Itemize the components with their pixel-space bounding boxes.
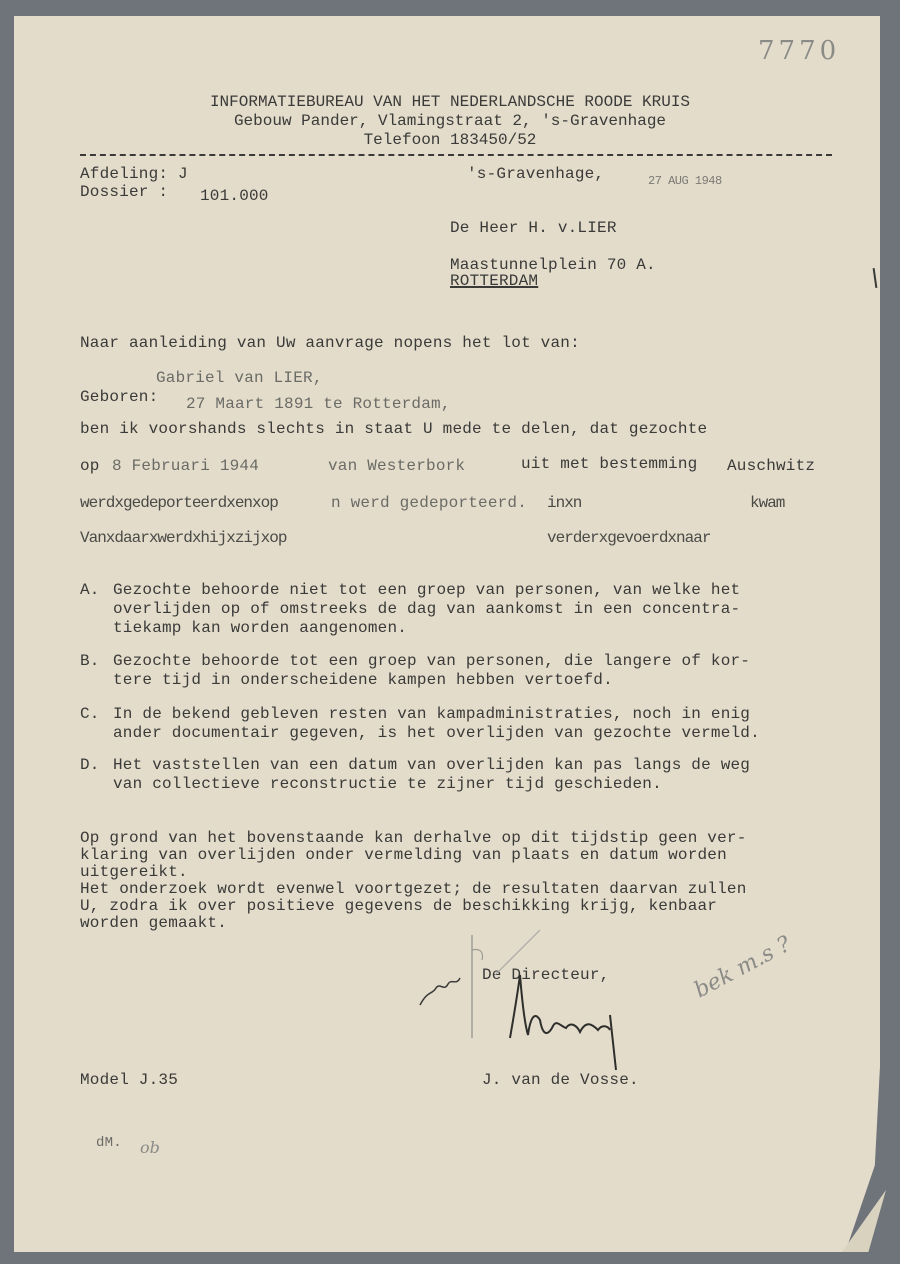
pencil-note: bek m.s ? [690, 931, 796, 1004]
dossier-label: Dossier : [80, 183, 169, 201]
clause-line: Het vaststellen van een datum van overlijden kan pas langs de weg [113, 756, 751, 774]
deport-destination: Auschwitz [727, 457, 816, 475]
deport-dest-label: uit met bestemming [521, 455, 698, 473]
conclusion-line: Het onderzoek wordt evenwel voortgezet; de resultaten daarvan zullen [80, 880, 747, 898]
conclusion-line: U, zodra ik over positieve gegevens de beschikking krijg, kenbaar [80, 897, 718, 915]
struck-text-4: Vanxdaarxwerdxhijxzijxop [80, 529, 287, 547]
deported-text: n werd gedeporteerd. [331, 494, 528, 512]
signatory-name: J. van de Vosse. [482, 1071, 639, 1089]
signature-title: De Directeur, [482, 966, 610, 984]
clause-line: In de bekend gebleven resten van kampadministraties, noch in enig [113, 705, 751, 723]
afdeling: Afdeling: J [80, 165, 188, 183]
conclusion-line: worden gemaakt. [80, 914, 228, 932]
conclusion-line: klaring van overlijden onder vermelding van plaats en datum worden [80, 846, 727, 864]
clause-line: van collectieve reconstructie te zijner tijd geschieden. [113, 775, 662, 793]
statement-text: ben ik voorshands slechts in staat U mede te delen, dat gezochte [80, 420, 708, 438]
clause-line: ander documentair gegeven, is het overlijden van gezochte vermeld. [113, 724, 760, 742]
model-number: Model J.35 [80, 1071, 179, 1089]
clause-line: Gezochte behoorde niet tot een groep van personen, van welke het [113, 581, 741, 599]
deport-op: op [80, 457, 100, 475]
recipient-city: ROTTERDAM [450, 272, 539, 290]
recipient-name: De Heer H. v.LIER [450, 219, 617, 237]
born-value: 27 Maart 1891 te Rotterdam, [186, 395, 451, 413]
dossier-value: 101.000 [200, 187, 269, 205]
struck-text-1: werdxgedeporteerdxenxop [80, 494, 278, 512]
letterhead-address: Gebouw Pander, Vlamingstraat 2, 's-Gravenhage [233, 112, 667, 130]
born-label: Geboren: [80, 388, 159, 406]
person-name: Gabriel van LIER, [156, 369, 323, 387]
deport-from: van Westerbork [328, 457, 466, 475]
conclusion-line: uitgereikt. [80, 863, 188, 881]
conclusion-line: Op grond van het bovenstaande kan derhalve op dit tijdstip geen ver- [80, 829, 747, 847]
deport-date: 8 Februari 1944 [112, 457, 260, 475]
clause-line: overlijden op of omstreeks de dag van aankomst in een concentra- [113, 600, 741, 618]
pencil-initials: ob [140, 1138, 160, 1157]
clause-line: Gezochte behoorde tot een groep van personen, die langere of kor- [113, 652, 751, 670]
struck-text-5: verderxgevoerdxnaar [547, 529, 711, 547]
clause-letter: B. [80, 652, 100, 670]
intro-text: Naar aanleiding van Uw aanvrage nopens het lot van: [80, 334, 580, 352]
archive-number: 7770 [758, 36, 841, 66]
date-stamp: 27 AUG 1948 [648, 174, 722, 188]
letterhead-organization: INFORMATIEBUREAU VAN HET NEDERLANDSCHE ROODE KRUIS [209, 93, 691, 111]
clause-letter: C. [80, 705, 100, 723]
recipient-street: Maastunnelplein 70 A. [450, 256, 656, 274]
typist-initials: dM. [96, 1135, 122, 1151]
clause-line: tere tijd in onderscheidene kampen hebben vertoefd. [113, 671, 613, 689]
clause-letter: D. [80, 756, 100, 774]
letterhead-phone: Telefoon 183450/52 [363, 131, 537, 149]
struck-text-3: kwam [750, 494, 785, 512]
clause-line: tiekamp kan worden aangenomen. [113, 619, 408, 637]
struck-text-2: inxn [547, 494, 582, 512]
header-divider [80, 154, 832, 156]
handwritten-signature [410, 920, 670, 1070]
place: 's-Gravenhage, [467, 165, 605, 183]
clause-letter: A. [80, 581, 100, 599]
